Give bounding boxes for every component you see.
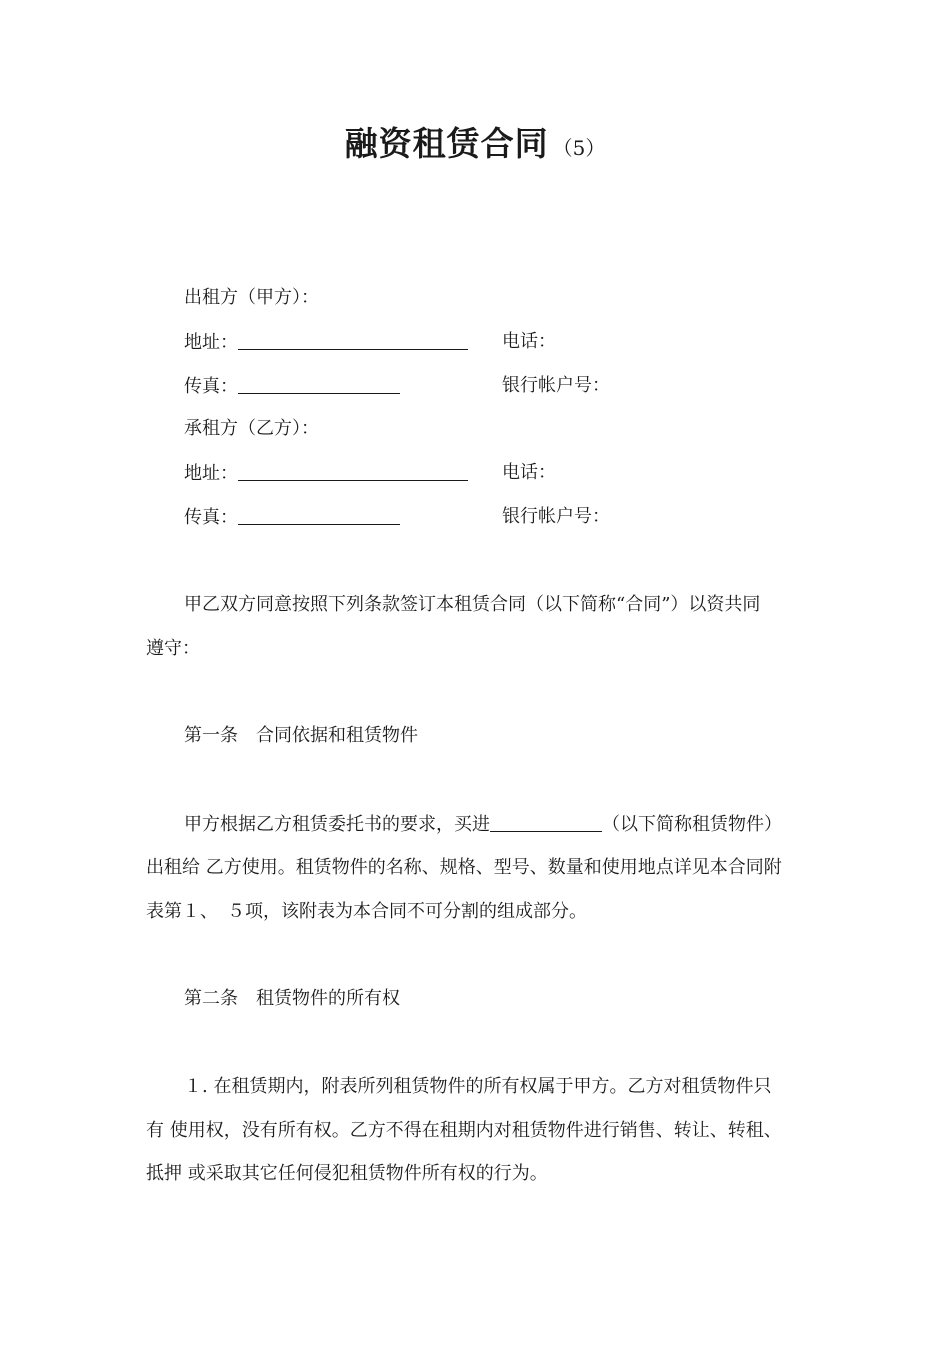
article1-line-1-pre: 甲方根据乙方租赁委托书的要求，买进 bbox=[184, 814, 490, 835]
lessor-fax-row bbox=[184, 375, 400, 398]
lessor-address-field[interactable] bbox=[238, 331, 468, 350]
article2-line-2: 有 使用权，没有所有权。乙方不得在租期内对租赁物件进行销售、转让、转租、 bbox=[146, 1120, 782, 1141]
title-number: （5） bbox=[552, 136, 606, 160]
article1-heading: 第一条 合同依据和租赁物件 bbox=[184, 725, 418, 746]
article2-line-1: １. 在租赁期内，附表所列租赁物件的所有权属于甲方。乙方对租赁物件只 bbox=[184, 1076, 772, 1097]
lessee-heading: 承租方（乙方）： bbox=[184, 418, 319, 439]
lessee-address-row bbox=[184, 462, 468, 485]
lessor-address-label: 地址： bbox=[184, 332, 238, 353]
intro-line-2: 遵守： bbox=[146, 638, 200, 659]
article1-line-1 bbox=[184, 813, 782, 836]
document-title bbox=[0, 118, 950, 165]
article1-line-2: 出租给 乙方使用。租赁物件的名称、规格、型号、数量和使用地点详见本合同附 bbox=[146, 857, 782, 878]
lessee-phone-label: 电话： bbox=[502, 462, 556, 483]
lessor-fax-field[interactable] bbox=[238, 375, 400, 394]
lessee-fax-field[interactable] bbox=[238, 506, 400, 525]
lessor-fax-label: 传真： bbox=[184, 376, 238, 397]
lessee-address-field[interactable] bbox=[238, 462, 468, 481]
lessor-address-row bbox=[184, 331, 468, 354]
intro-line-1: 甲乙双方同意按照下列条款签订本租赁合同（以下简称“合同”）以资共同 bbox=[184, 594, 761, 615]
lessor-heading: 出租方（甲方）： bbox=[184, 287, 319, 308]
lessee-fax-label: 传真： bbox=[184, 507, 238, 528]
lessee-address-label: 地址： bbox=[184, 463, 238, 484]
article2-line-3: 抵押 或采取其它任何侵犯租赁物件所有权的行为。 bbox=[146, 1163, 548, 1184]
lessor-bank-label: 银行帐户号： bbox=[502, 375, 610, 396]
article2-heading: 第二条 租赁物件的所有权 bbox=[184, 988, 400, 1009]
article1-line-1-post: （以下简称租赁物件） bbox=[602, 814, 782, 835]
lessee-fax-row bbox=[184, 506, 400, 529]
lessee-bank-label: 银行帐户号： bbox=[502, 506, 610, 527]
title-main: 融资租赁合同 bbox=[344, 124, 549, 163]
lessor-phone-label: 电话： bbox=[502, 331, 556, 352]
article1-line-3: 表第１、 ５项，该附表为本合同不可分割的组成部分。 bbox=[146, 901, 587, 922]
leased-item-field[interactable] bbox=[490, 813, 602, 832]
